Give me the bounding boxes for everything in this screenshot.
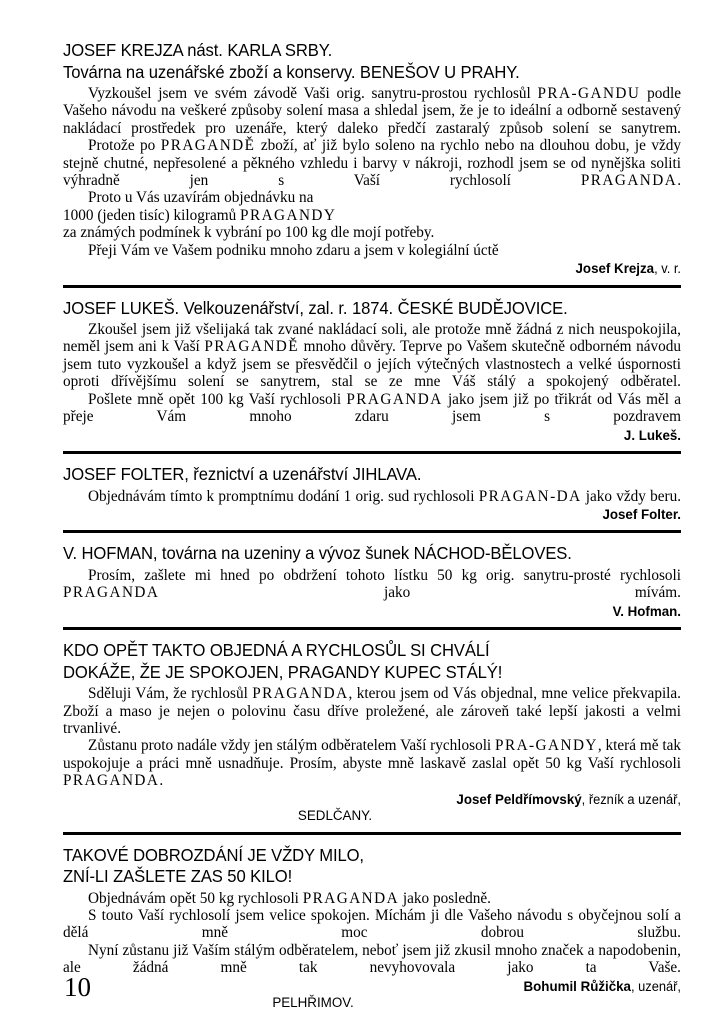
text-run: Pošlete mně opět 100 kg Vaší rychlosoli — [88, 390, 347, 408]
spacer — [63, 620, 681, 627]
page-number: 10 — [64, 972, 91, 1002]
spacer — [63, 288, 681, 298]
signature-name: Bohumil Růžička — [523, 977, 631, 994]
text-run: za známých podmínek k vybrání po 100 kg dle mojí potřeby. — [63, 224, 435, 242]
brand-name: PRA-GANDY — [495, 737, 598, 755]
text-run: , která mě tak uspokojuje a práci mně usnadňuje. Prosím, abyste mně laskavě zaslal opět 50 kg Vaší rychlosoli — [63, 737, 681, 772]
testimonial-paragraph — [63, 942, 681, 977]
section-heading-peldrimovsky: DOKÁŽE, ŽE JE SPOKOJEN, PRAGANDY KUPEC STÁLÝ! — [63, 661, 503, 682]
section-heading-krejza: Továrna na uzenářské zboží a konservy. BENEŠOV U PRAHY. — [63, 61, 520, 82]
signature-title: , uzenář, — [630, 978, 681, 994]
text-run: Zůstanu proto nadále vždy jen stálým odběratelem Vaší rychlosoli — [88, 737, 496, 755]
text-run: jako mívám. — [159, 584, 681, 602]
testimonial-paragraph — [63, 207, 681, 224]
text-run: podle Vašeho návodu na veškeré způsoby solení masa a shledal jsem, že je to ideální a odborně sestavený nakládací prostředek pro uzenáře, který daleko předčí zastaralý způsob solení se sanytrem. — [63, 85, 681, 137]
text-run: , kterou jsem od Vás objednal, mne velice překvapila. Zboží a maso je nejen o polovinu času dříve proležené, ale zároveň také lepší jakosti a velmi trvanlivé. — [63, 685, 681, 738]
text-run: jako vždy beru. — [581, 487, 682, 505]
brand-name: PRAGANDA — [346, 390, 443, 408]
text-run: zboží, ať již bylo soleno na rychlo nebo na dlouhou dobu, je vždy stejně chutné, nepřesolené a pěkného vzhledu i barvy v nákroji, rozhodl jsem se od nynějška soliti výhradně jen s Vaší rychlosolí — [63, 137, 681, 190]
page-content — [63, 40, 681, 1012]
section-heading-krejza: JOSEF KREJZA nást. KARLA SRBY. — [63, 40, 333, 60]
text-run: Zkoušel jsem již všelijaká tak zvané nakládací soli, ale protože mně žádná z nich neuspokojila, neměl jsem ani k Vaší — [63, 321, 681, 356]
testimonial-paragraph — [63, 242, 681, 259]
text-run: Nyní zůstanu již Vaším stálým odběratelem, neboť jsem již zkusil mnoho značek a napodobenin, ale žádná mně tak nevyhovovala jako ta Vaše. — [63, 941, 681, 977]
section-heading-hofman: V. HOFMAN, továrna na uzeniny a vývoz šunek NÁCHOD-BĚLOVES. — [63, 543, 572, 564]
signature-location: SEDLČANY. — [297, 808, 373, 824]
testimonial-paragraph — [63, 685, 681, 737]
signature-location: PELHŘIMOV. — [272, 995, 354, 1011]
testimonial-paragraph — [63, 890, 681, 907]
text-run: . — [159, 772, 164, 790]
text-run: jako jsem již po třikrát od Vás měl a přeje Vám mnoho zdaru jsem s pozdravem — [63, 390, 682, 426]
signature-name: Josef Peldřímovský — [456, 790, 582, 807]
spacer — [63, 630, 681, 640]
spacer — [63, 523, 681, 530]
spacer — [63, 454, 681, 464]
brand-name: PRAGANDĚ — [204, 338, 300, 356]
signature-name: Josef Krejza — [575, 260, 655, 277]
signature-folter — [88, 506, 681, 524]
text-run: Vyzkoušel jsem ve svém závodě Vaši orig. sanytru-prostou rychlosůl — [88, 85, 538, 102]
signature-ruzicka — [88, 978, 681, 996]
signature-peldrimovsky — [88, 791, 681, 809]
text-run: S touto Vaší rychlosolí jsem velice spokojen. Míchám ji dle Vašeho návodu s obyčejnou solí a dělá mně moc dobrou službu. — [63, 907, 681, 942]
testimonial-paragraph — [63, 488, 681, 505]
signature-name: V. Hofman. — [612, 602, 681, 619]
text-run: Objednávám opět 50 kg rychlosoli — [88, 889, 303, 907]
signature-krejza — [88, 260, 681, 278]
section-heading-peldrimovsky: KDO OPĚT TAKTO OBJEDNÁ A RYCHLOSŮL SI CHVÁLÍ — [63, 640, 490, 661]
text-run: Přeji Vám ve Vašem podniku mnoho zdaru a jsem v kolegiální úctě — [88, 241, 499, 259]
testimonial-paragraph — [63, 137, 681, 189]
brand-name: PRAGANDĚ — [160, 137, 256, 155]
spacer — [63, 533, 681, 543]
section-heading-lukes: JOSEF LUKEŠ. Velkouzenářství, zal. r. 1874. ČESKÉ BUDĚJOVICE. — [63, 297, 568, 318]
brand-name: PRAGANDA — [63, 772, 160, 790]
spacer — [63, 835, 681, 845]
signature-name: J. Lukeš. — [623, 426, 681, 443]
section-heading-folter: JOSEF FOLTER, řeznictví a uzenářství JIHLAVA. — [63, 464, 422, 484]
brand-name: PRAGANDA — [302, 889, 400, 907]
text-run: Protože po — [88, 137, 161, 155]
brand-name: PRAGANDA — [580, 172, 678, 190]
text-run: Prosím, zašlete mi hned po obdržení tohoto lístku 50 kg orig. sanytru-prosté rychlosoli — [88, 566, 681, 584]
testimonial-paragraph — [63, 567, 681, 602]
text-run: . — [677, 172, 681, 190]
brand-name: PRAGANDA — [252, 685, 349, 703]
signature-title: , v. r. — [654, 261, 681, 277]
signature-name: Josef Folter. — [602, 505, 681, 522]
text-run: mnoho důvěry. Teprve po Vašem skutečně odborném návodu jsem tuto vyzkoušel a když jsem se přesvědčil o jejích výtečných vlastnostech a velké úspornosti oproti dřívějšímu solení se sanytrem, stal se ze mne Váš stálý a spokojený odběratel. — [63, 338, 681, 391]
spacer — [63, 444, 681, 451]
testimonial-paragraph — [63, 737, 681, 789]
signature-lukes — [88, 427, 681, 445]
signature-hofman — [88, 603, 681, 621]
text-run: Proto u Vás uzavírám objednávku na — [88, 189, 314, 207]
brand-name: PRAGANDY — [240, 206, 337, 224]
testimonial-paragraph — [63, 189, 681, 206]
testimonial-paragraph — [63, 391, 681, 426]
spacer — [63, 278, 681, 285]
text-run: Sděluji Vám, že rychlosůl — [88, 685, 253, 703]
text-run: 1000 (jeden tisíc) kilogramů — [63, 206, 241, 224]
section-heading-ruzicka: ZNÍ-LI ZAŠLETE ZAS 50 KILO! — [63, 866, 293, 887]
signature-title: , řezník a uzenář, — [581, 791, 681, 807]
text-run: Objednávám tímto k promptnímu dodání 1 orig. sud rychlosoli — [88, 487, 479, 505]
brand-name: PRAGANDA — [63, 584, 160, 602]
testimonial-paragraph — [63, 85, 681, 137]
brand-name: PRAGAN-DA — [478, 487, 582, 505]
section-heading-ruzicka: TAKOVÉ DOBROZDÁNÍ JE VŽDY MILO, — [63, 844, 364, 865]
brand-name: PRA-GANDU — [537, 85, 641, 102]
testimonial-paragraph — [63, 907, 681, 942]
testimonial-paragraph — [63, 224, 681, 241]
testimonial-paragraph — [63, 321, 681, 391]
spacer — [63, 825, 681, 832]
text-run: jako posledně. — [399, 889, 491, 907]
